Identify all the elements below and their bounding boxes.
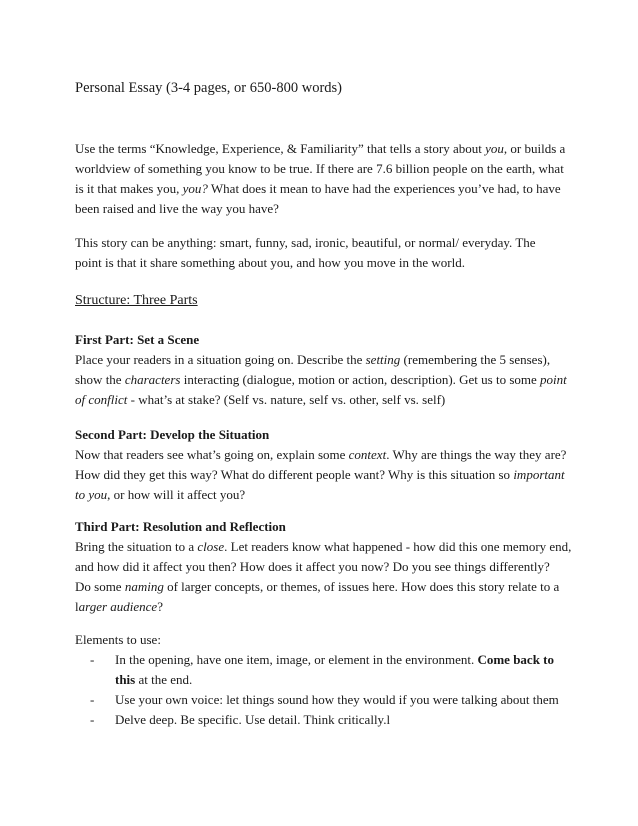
text-line: and how did it affect you then? How does it affect you now? Do you see things differently?: [75, 559, 550, 574]
bullet-dash: -: [90, 652, 95, 667]
text-line: to you, or how will it affect you?: [75, 487, 246, 502]
list-item: - Delve deep. Be specific. Use detail. Think critically.l: [90, 710, 580, 730]
text-line: is it that makes you, you? What does it mean to have had the experiences you’ve had, to have: [75, 181, 561, 196]
list-item: - Use your own voice: let things sound how they would if you were talking about them: [90, 690, 580, 710]
bullet-dash: -: [90, 712, 95, 727]
structure-heading: Structure: Three Parts: [75, 293, 198, 308]
text-line: point is that it share something about you, and how you move in the world.: [75, 255, 465, 270]
text-line: Do some naming of larger concepts, or themes, of issues here. How does this story relate to a: [75, 579, 560, 594]
bullet-dash: -: [90, 692, 95, 707]
text-line: This story can be anything: smart, funny, sad, ironic, beautiful, or normal/ everyday. The: [75, 235, 536, 250]
text-line: Now that readers see what’s going on, explain some context. Why are things the way they are?: [75, 447, 567, 462]
part3-heading: Third Part: Resolution and Reflection: [75, 519, 286, 534]
elements-heading: Elements to use:: [75, 632, 161, 647]
text-line: Use the terms “Knowledge, Experience, & Familiarity” that tells a story about you, or builds a: [75, 141, 566, 156]
part1-section: [75, 330, 575, 410]
text-line: larger audience?: [75, 599, 163, 614]
part1-heading: First Part: Set a Scene: [75, 332, 200, 347]
story-paragraph: [75, 233, 575, 273]
text-line: worldview of something you know to be true. If there are 7.6 billion people on the earth, what: [75, 161, 564, 176]
text-line: How did they get this way? What do different people want? Why is this situation so important: [75, 467, 565, 482]
text-line: Place your readers in a situation going on. Describe the setting (remembering the 5 senses),: [75, 352, 551, 367]
text-line: Bring the situation to a close. Let readers know what happened - how did this one memory end,: [75, 539, 572, 554]
elements-list: [90, 650, 580, 730]
part2-heading: Second Part: Develop the Situation: [75, 427, 270, 442]
list-item: - In the opening, have one item, image, or element in the environment. Come back to this at the end.: [90, 652, 554, 687]
page-title: Personal Essay (3-4 pages, or 650-800 words): [75, 80, 342, 96]
part2-section: [75, 425, 575, 505]
intro-paragraph: [75, 139, 575, 219]
text-line: show the characters interacting (dialogue, motion or action, description). Get us to some point: [75, 372, 567, 387]
text-line: been raised and live the way you have?: [75, 201, 279, 216]
text-line: of conflict - what’s at stake? (Self vs. nature, self vs. other, self vs. self): [75, 392, 446, 407]
part3-section: [75, 517, 575, 617]
